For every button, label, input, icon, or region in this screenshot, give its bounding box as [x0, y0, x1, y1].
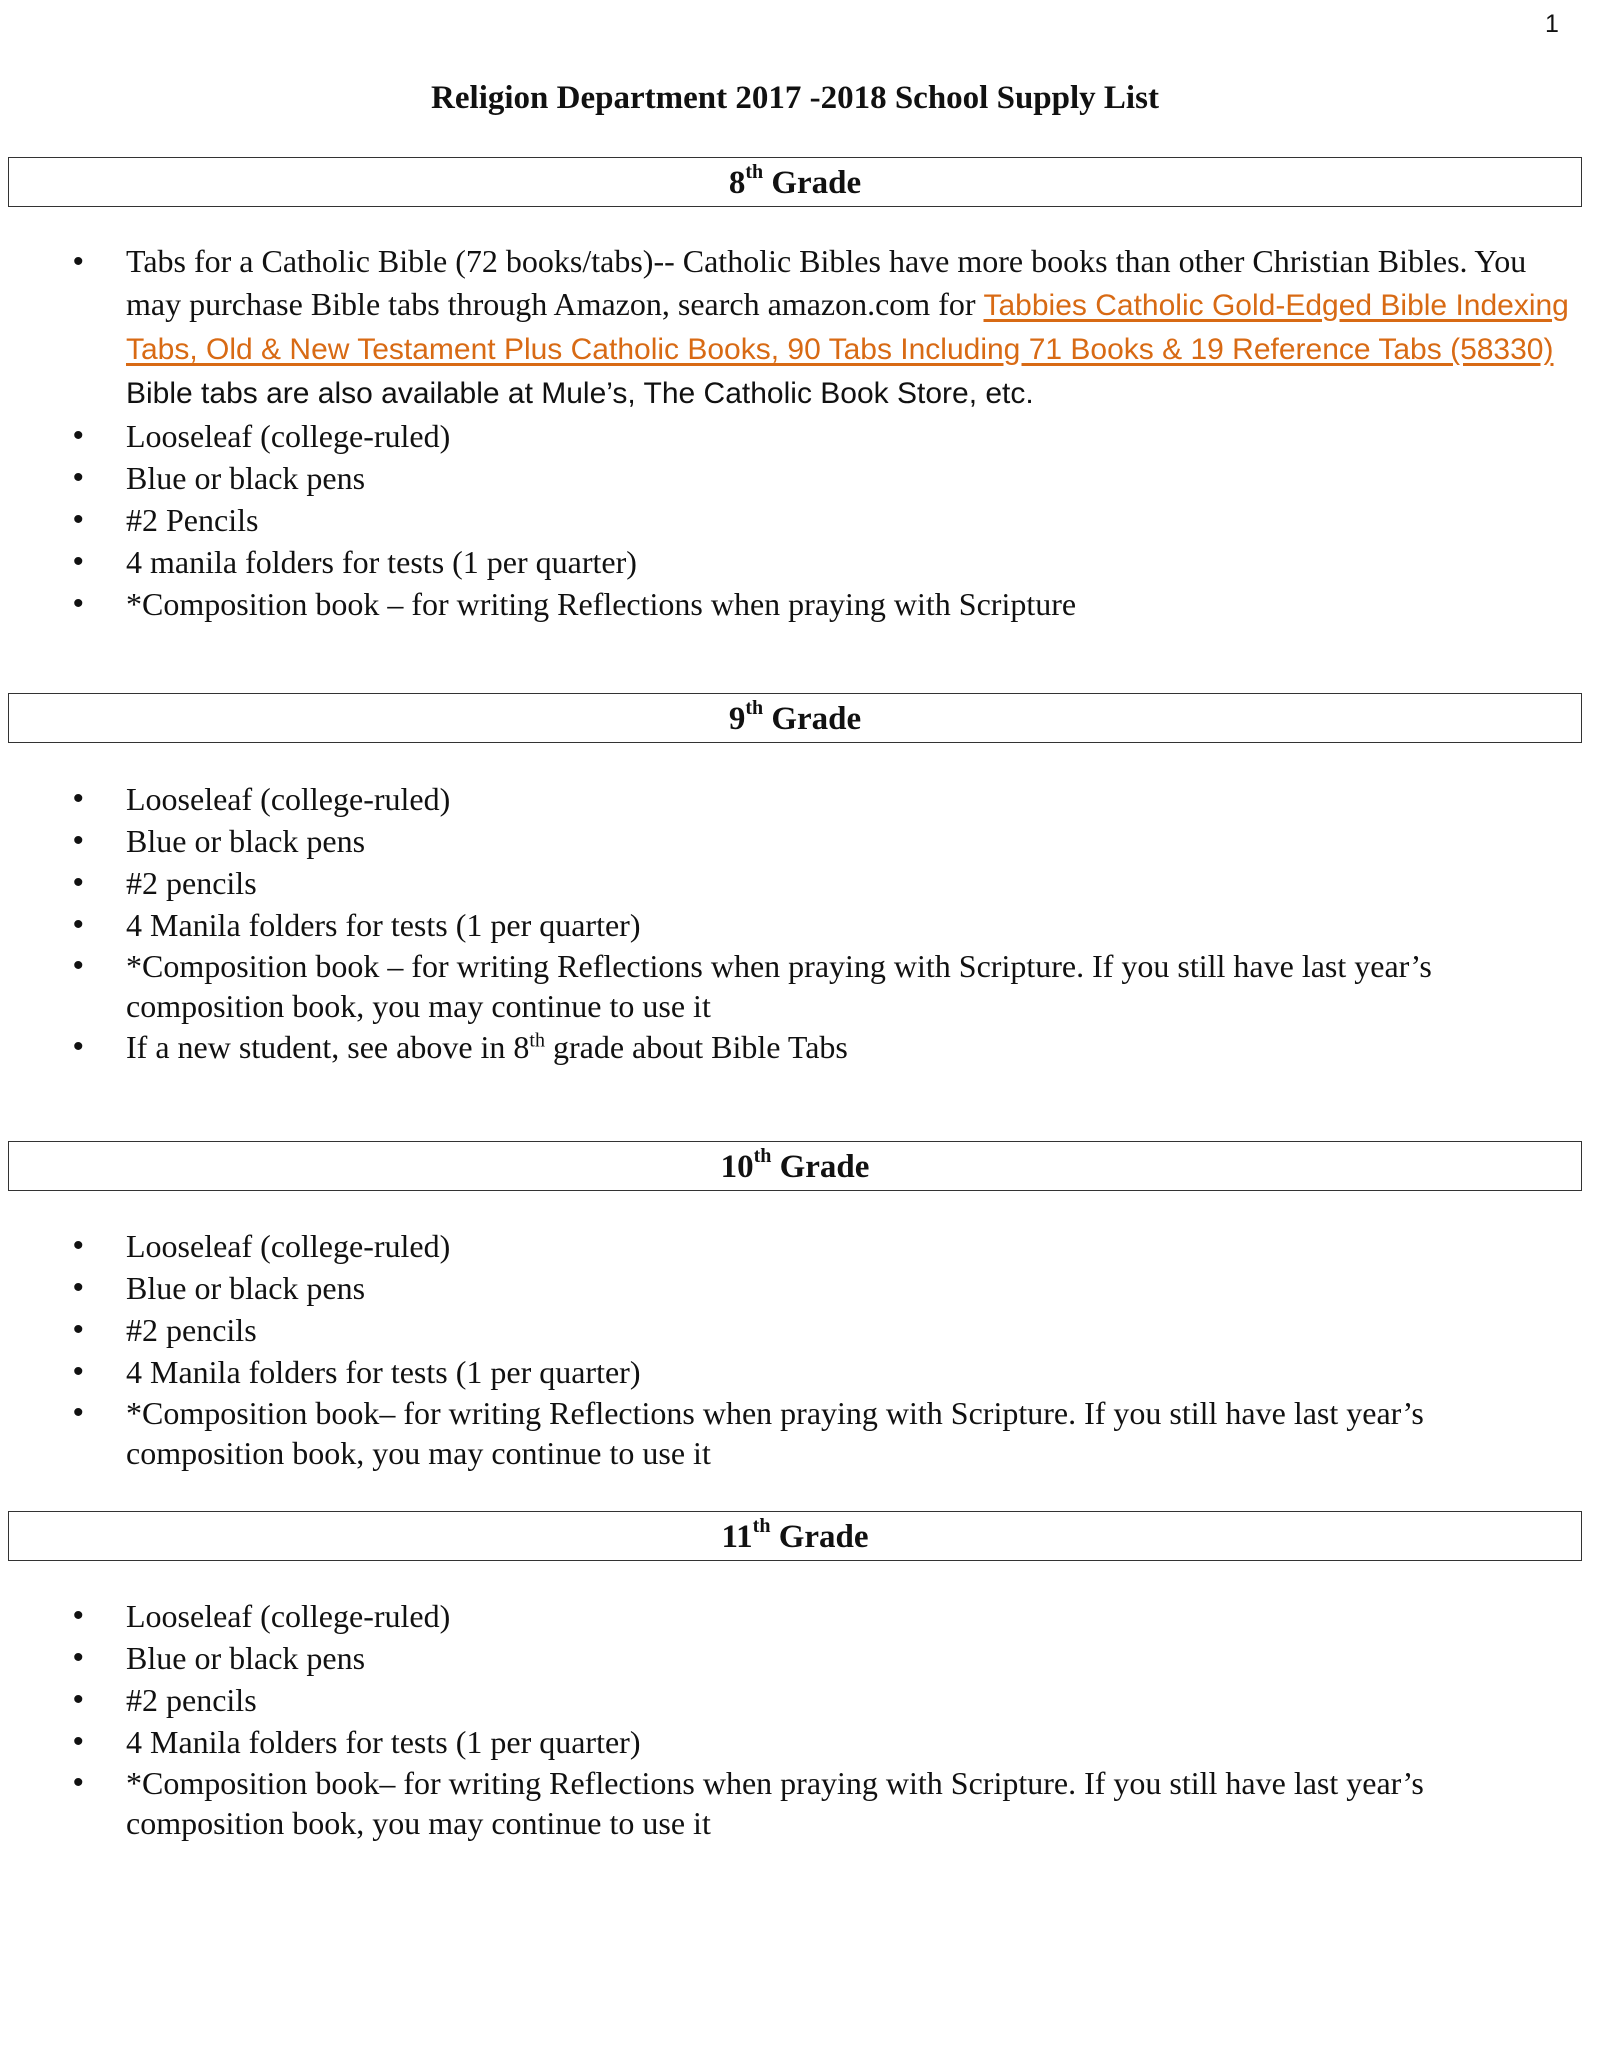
list-item: • 4 Manila folders for tests (1 per quarter) — [0, 904, 1586, 946]
list-item: • *Composition book – for writing Reflections when praying with Scripture. If you still have last year’s composition book, you may continue to use it — [0, 946, 1586, 1026]
list-item: • Looseleaf (college-ruled) — [0, 778, 1586, 820]
grade-suffix: th — [745, 697, 764, 719]
page-number: 1 — [1545, 10, 1559, 38]
list-item: • Blue or black pens — [0, 1637, 1586, 1679]
list-item: • 4 Manila folders for tests (1 per quarter) — [0, 1351, 1586, 1393]
grade-suffix: th — [753, 1145, 772, 1167]
grade-number: 10 — [720, 1149, 754, 1185]
list-item: • Blue or black pens — [0, 820, 1586, 862]
list-item: • Blue or black pens — [0, 1267, 1586, 1309]
grade-suffix: th — [752, 1515, 771, 1537]
grade-word: Grade — [763, 701, 862, 737]
list-item: • #2 pencils — [0, 1309, 1586, 1351]
grade-header-8 — [8, 157, 1582, 207]
list-item: • *Composition book – for writing Reflections when praying with Scripture — [0, 583, 1586, 625]
list-item-text: grade about Bible Tabs — [544, 1029, 848, 1065]
supply-list-8 — [0, 240, 1586, 625]
page-title: Religion Department 2017 -2018 School Supply List — [431, 80, 1159, 116]
list-item: • Blue or black pens — [0, 457, 1586, 499]
grade-word: Grade — [763, 165, 862, 201]
grade-number: 9 — [728, 701, 746, 737]
ordinal-suffix: th — [529, 1029, 545, 1052]
list-item: • *Composition book– for writing Reflections when praying with Scripture. If you still have last year’s composition book, you may continue to use it — [0, 1393, 1586, 1473]
list-item: • 4 manila folders for tests (1 per quarter) — [0, 541, 1586, 583]
supply-list-11 — [0, 1595, 1586, 1843]
list-item: • #2 pencils — [0, 862, 1586, 904]
list-item: • Looseleaf (college-ruled) — [0, 415, 1586, 457]
list-item-text: Tabs for a Catholic Bible (72 books/tabs)-- Catholic Bibles have more books than other Christian Bibles. You may purchase Bible tabs through Amazon, search amazon.com for — [126, 243, 1527, 322]
list-item: • 4 Manila folders for tests (1 per quarter) — [0, 1721, 1586, 1763]
grade-header-9 — [8, 693, 1582, 743]
grade-word: Grade — [770, 1519, 869, 1555]
supply-list-9 — [0, 778, 1586, 1068]
supply-list-10 — [0, 1225, 1586, 1473]
list-item: • #2 pencils — [0, 1679, 1586, 1721]
list-item: • Looseleaf (college-ruled) — [0, 1595, 1586, 1637]
grade-word: Grade — [771, 1149, 870, 1185]
grade-number: 11 — [721, 1519, 753, 1555]
amazon-product-link[interactable]: Tabbies Catholic Gold-Edged Bible Indexing Tabs, Old & New Testament Plus Catholic Books, 90 Tabs Including 71 Books & 19 Reference Tabs (58330) — [126, 289, 1569, 366]
list-item: • Looseleaf (college-ruled) — [0, 1225, 1586, 1267]
grade-number: 8 — [728, 165, 746, 201]
list-item-text: Bible tabs are also available at Mule’s, The Catholic Book Store, etc. — [126, 377, 1034, 410]
list-item — [0, 240, 1586, 415]
list-item: • #2 Pencils — [0, 499, 1586, 541]
grade-suffix: th — [745, 161, 764, 183]
grade-header-11 — [8, 1511, 1582, 1561]
list-item — [0, 1026, 1586, 1068]
list-item: • *Composition book– for writing Reflections when praying with Scripture. If you still have last year’s composition book, you may continue to use it — [0, 1763, 1586, 1843]
list-item-text: If a new student, see above in 8 — [126, 1029, 530, 1065]
grade-header-10 — [8, 1141, 1582, 1191]
